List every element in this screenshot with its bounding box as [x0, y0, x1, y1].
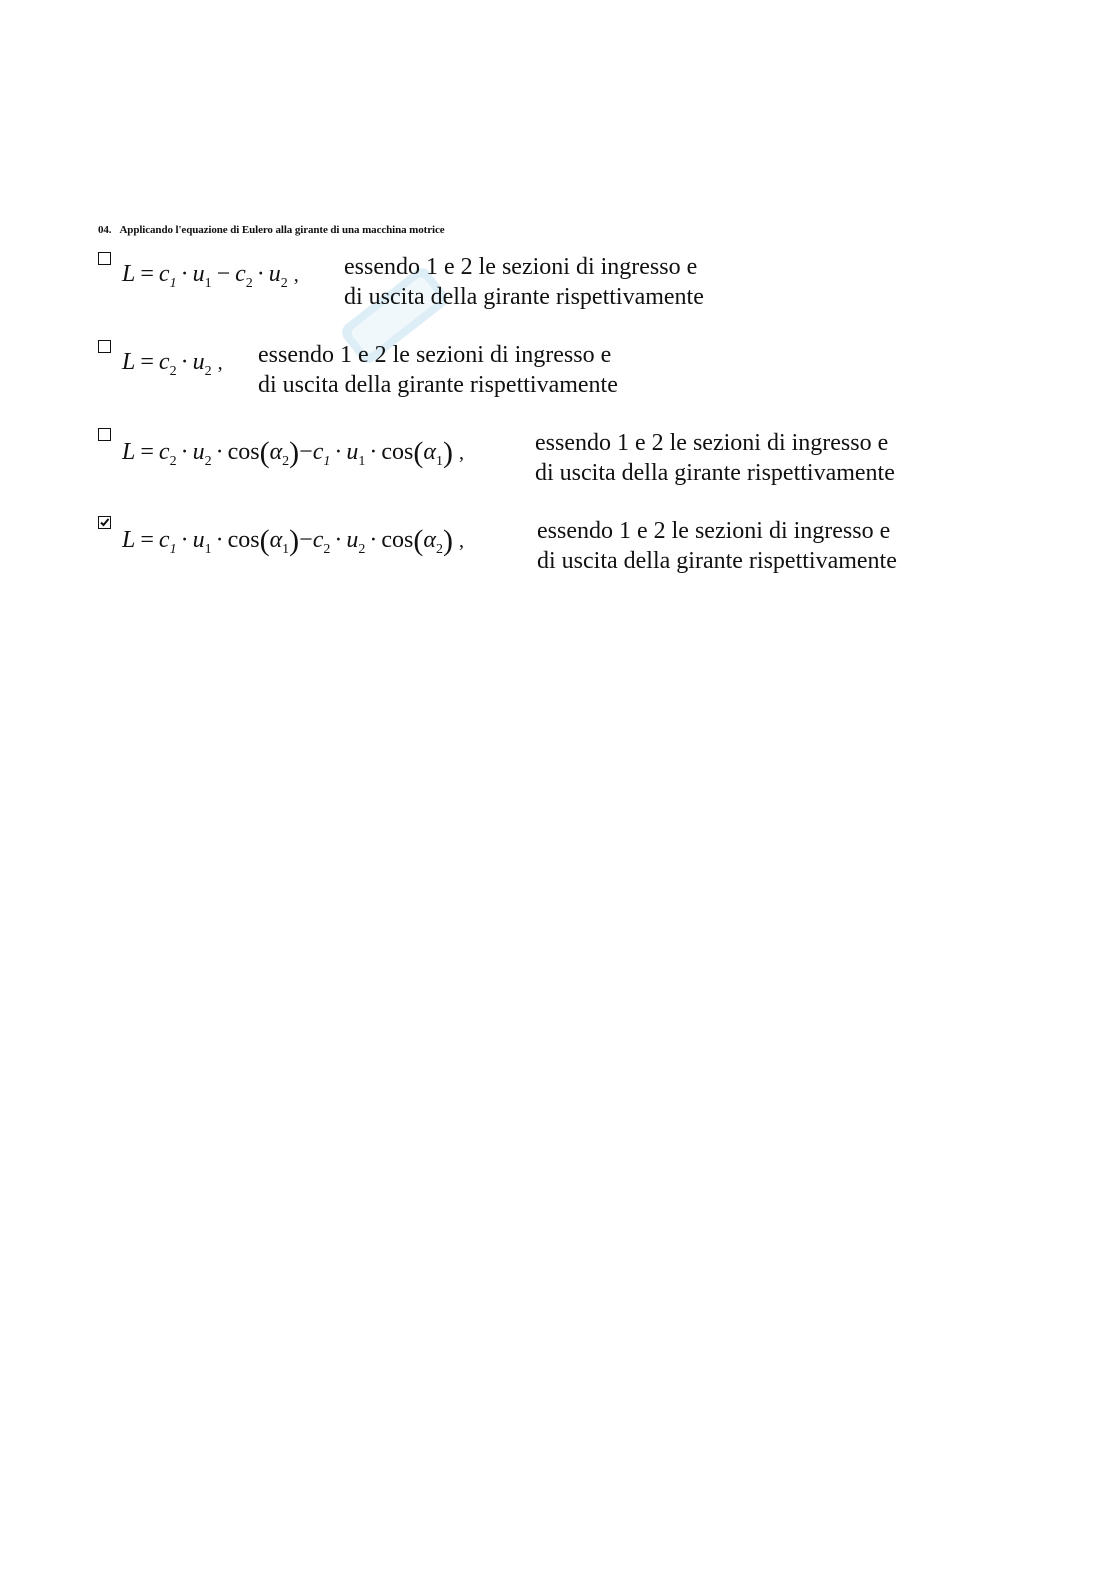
formula-option-4: $L = c_1 \cdot u_1 \cdot \cos(\alpha_1)-c_2 \cdot u_2 \cdot \cos(\alpha_2)$ , [122, 524, 464, 557]
description-line-1: essendo 1 e 2 le sezioni di ingresso e [258, 342, 612, 368]
checkbox-option-1[interactable] [98, 252, 111, 265]
formula-option-2: $L = c_2 \cdot u_2$ , [122, 349, 223, 379]
description-line-2: di uscita della girante rispettivamente [535, 460, 895, 486]
description-line-2: di uscita della girante rispettivamente [344, 284, 704, 310]
formula-option-1: $L = c_1 \cdot u_1 - c_2 \cdot u_2$ , [122, 261, 299, 291]
description-option-1 [344, 252, 704, 312]
question-number: 04. [98, 224, 112, 236]
checkbox-option-3[interactable] [98, 428, 111, 441]
description-line-2: di uscita della girante rispettivamente [258, 372, 618, 398]
description-line-1: essendo 1 e 2 le sezioni di ingresso e [535, 430, 889, 456]
description-line-1: essendo 1 e 2 le sezioni di ingresso e [344, 254, 698, 280]
question-text: Applicando l'equazione di Eulero alla girante di una macchina motrice [119, 224, 445, 236]
description-line-1: essendo 1 e 2 le sezioni di ingresso e [537, 518, 891, 544]
description-option-3 [535, 428, 895, 488]
checkbox-option-2[interactable] [98, 340, 111, 353]
answer-option-1[interactable] [98, 252, 798, 314]
question-title [98, 224, 445, 236]
checkbox-option-4-checked[interactable] [98, 516, 111, 529]
description-option-4 [537, 516, 897, 576]
description-line-2: di uscita della girante rispettivamente [537, 548, 897, 574]
answer-option-2[interactable] [98, 340, 718, 402]
formula-option-3: $L = c_2 \cdot u_2 \cdot \cos(\alpha_2)-c_1 \cdot u_1 \cdot \cos(\alpha_1)$ , [122, 436, 464, 469]
answer-option-4[interactable] [98, 516, 998, 578]
checkmark-icon [99, 517, 110, 528]
answer-option-3[interactable] [98, 428, 998, 490]
description-option-2 [258, 340, 618, 400]
